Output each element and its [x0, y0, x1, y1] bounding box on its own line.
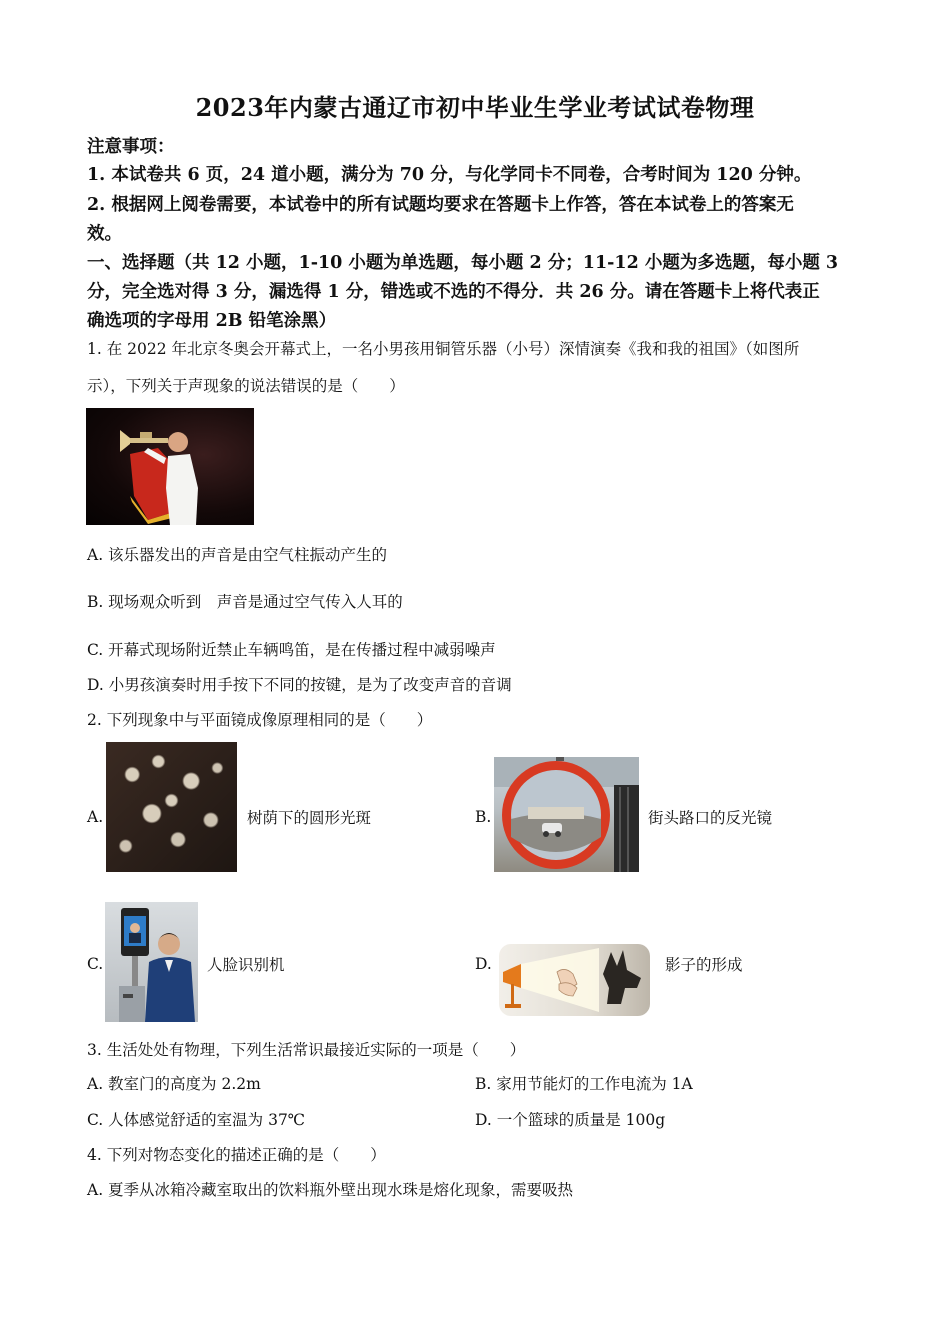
notice-item-1: 1. 本试卷共 6 页，24 道小题，满分为 70 分，与化学同卡不同卷，合考时间为 120 分钟。 — [87, 165, 812, 185]
q1-option-b: B. 现场观众听到 声音是通过空气传入人耳的 — [87, 593, 403, 611]
q3-stem: 3. 生活处处有物理，下列生活常识最接近实际的一项是（ ） — [87, 1041, 526, 1059]
q2-option-b-text: 街头路口的反光镜 — [648, 809, 773, 827]
q3-option-d: D. 一个篮球的质量是 100g — [475, 1111, 666, 1129]
notice-item-2-line1: 2. 根据网上阅卷需要，本试卷中的所有试题均要求在答题卡上作答，答在本试卷上的答案无 — [87, 195, 794, 215]
q1-option-c: C. 开幕式现场附近禁止车辆鸣笛，是在传播过程中减弱噪声 — [87, 641, 496, 659]
q4-option-a: A. 夏季从冰箱冷藏室取出的饮料瓶外壁出现水珠是熔化现象，需要吸热 — [87, 1181, 574, 1199]
section-heading-line1: 一、选择题（共 12 小题，1-10 小题为单选题，每小题 2 分；11-12 小题为多选题，每小题 3 — [87, 253, 839, 273]
notice-item-2-line2: 效。 — [87, 224, 122, 244]
q2-stem: 2. 下列现象中与平面镜成像原理相同的是（ ） — [87, 711, 433, 729]
q2-option-a-text: 树荫下的圆形光斑 — [247, 809, 372, 827]
q2-option-b-letter: B. — [475, 808, 492, 826]
q3-option-c: C. 人体感觉舒适的室温为 37℃ — [87, 1111, 306, 1129]
q1-option-d: D. 小男孩演奏时用手按下不同的按键，是为了改变声音的音调 — [87, 676, 512, 694]
page-title: 2023年内蒙古通辽市初中毕业生学业考试试卷物理 — [195, 93, 755, 122]
q4-stem: 4. 下列对物态变化的描述正确的是（ ） — [87, 1146, 386, 1164]
q2-option-d-letter: D. — [475, 955, 492, 973]
shadow-puppet-image — [499, 944, 650, 1016]
q3-option-b: B. 家用节能灯的工作电流为 1A — [475, 1075, 693, 1093]
q2-option-a-letter: A. — [87, 808, 104, 826]
face-recognition-machine-image — [105, 902, 198, 1022]
q2-option-c-text: 人脸识别机 — [207, 956, 285, 974]
tree-shadow-light-spots-image — [106, 742, 237, 872]
notice-heading: 注意事项： — [87, 137, 175, 157]
section-heading-line2: 分，完全选对得 3 分，漏选得 1 分，错选或不选的不得分．共 26 分。请在答题卡上将代表正 — [87, 282, 820, 302]
q1-stem-line2: 示），下列关于声现象的说法错误的是（ ） — [87, 377, 405, 395]
q2-option-d-text: 影子的形成 — [665, 956, 743, 974]
q1-option-a: A. 该乐器发出的声音是由空气柱振动产生的 — [87, 546, 388, 564]
section-heading-line3: 确选项的字母用 2B 铅笔涂黑） — [87, 311, 337, 331]
q2-option-c-letter: C. — [87, 955, 104, 973]
q3-option-a: A. 教室门的高度为 2.2m — [87, 1075, 261, 1093]
convex-mirror-image — [494, 757, 639, 872]
trumpet-boy-image — [86, 408, 254, 525]
q1-stem-line1: 1. 在 2022 年北京冬奥会开幕式上，一名小男孩用铜管乐器（小号）深情演奏《我和我的祖国》（如图所 — [87, 340, 800, 358]
